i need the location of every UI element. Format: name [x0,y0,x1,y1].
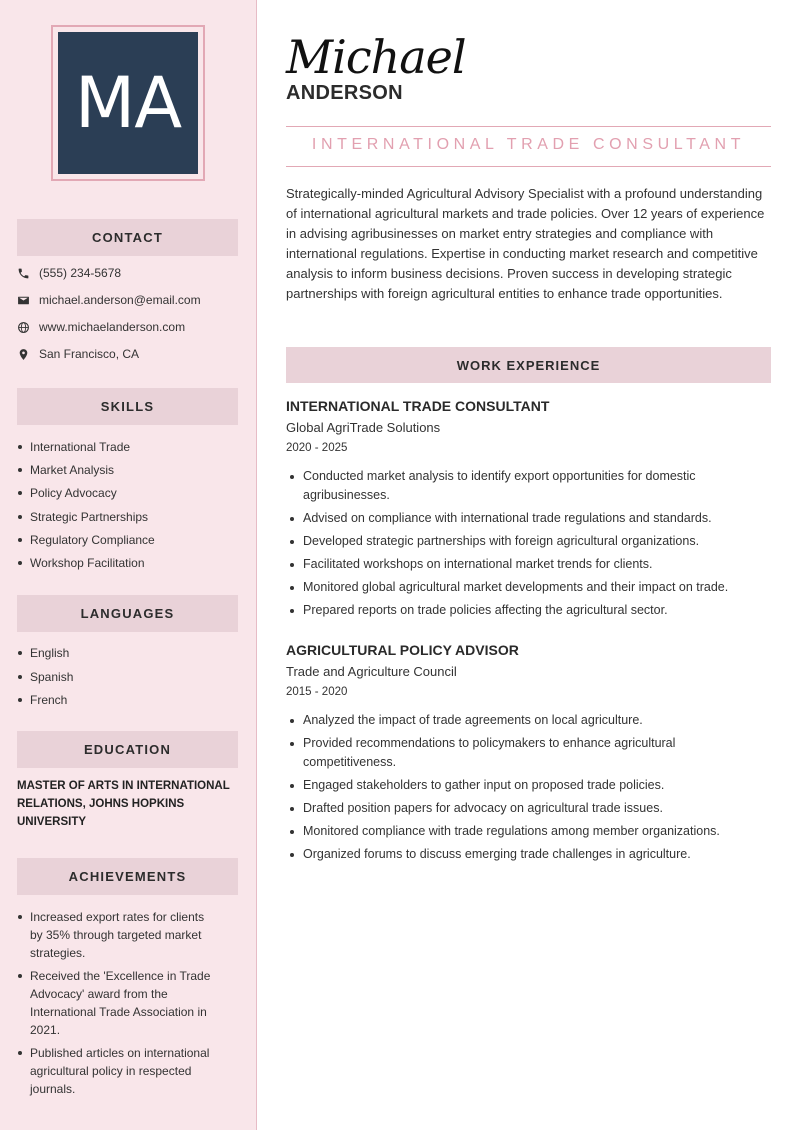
language-item: English [17,644,242,662]
mail-icon [17,294,30,307]
job-years: 2020 - 2025 [286,442,348,454]
title-rule-top [286,126,771,127]
phone-text: (555) 234-5678 [39,266,122,280]
title-rule-bottom [286,166,771,167]
education-degree: MASTER OF ARTS IN INTERNATIONAL RELATIONS, JOHNS HOPKINS UNIVERSITY [17,780,230,828]
job-bullet: Drafted position papers for advocacy on agricultural trade issues. [286,799,771,818]
job-bullet: Engaged stakeholders to gather input on proposed trade policies. [286,776,771,795]
achievement-item: Received the 'Excellence in Trade Advocacy' award from the International Trade Association in 2021. [17,967,217,1039]
achievements-list [17,908,217,1098]
job-years: 2015 - 2020 [286,686,348,698]
skill-item: Market Analysis [17,461,242,479]
location-text: San Francisco, CA [39,347,140,361]
job-bullet: Conducted market analysis to identify export opportunities for domestic agribusinesses. [286,467,771,505]
language-item: French [17,691,242,709]
languages-heading: LANGUAGES [17,595,238,632]
location-pin-icon [17,348,30,361]
job-company: Trade and Agriculture Council [286,664,457,679]
education-heading: EDUCATION [17,731,238,768]
professional-title: INTERNATIONAL TRADE CONSULTANT [311,136,746,153]
job-title: AGRICULTURAL POLICY ADVISOR [286,642,519,658]
job-company: Global AgriTrade Solutions [286,420,441,435]
contact-location [17,346,247,362]
skill-item: Regulatory Compliance [17,531,242,549]
job-bullet: Developed strategic partnerships with foreign agricultural organizations. [286,532,771,551]
achievement-item: Published articles on international agricultural policy in respected journals. [17,1044,217,1098]
job-bullets [286,711,771,864]
summary: Strategically-minded Agricultural Advisory Specialist with a profound understanding of international agricultural markets and trade policies. Over 12 years of experience in advising agribusinesses on market entry strategies and compliance with international regulations. Expertise in conducting market research and competitive analysis to inform business decisions. Proven success in developing strategic partnerships with foreign agricultural entities to enhance trade opportunities. [286,186,765,301]
job-entry [286,642,771,868]
contact-email [17,292,247,308]
job-bullet: Analyzed the impact of trade agreements on local agriculture. [286,711,771,730]
globe-icon [17,321,30,334]
achievements-heading: ACHIEVEMENTS [17,858,238,895]
first-name: Michael [286,30,466,84]
skills-heading: SKILLS [17,388,238,425]
skill-item: Workshop Facilitation [17,554,242,572]
job-bullet: Prepared reports on trade policies affecting the agricultural sector. [286,601,771,620]
sidebar [0,0,257,1130]
job-bullet: Organized forums to discuss emerging trade challenges in agriculture. [286,845,771,864]
job-bullet: Facilitated workshops on international market trends for clients. [286,555,771,574]
languages-list [17,644,242,709]
job-entry [286,398,771,624]
job-bullet: Monitored compliance with trade regulations among member organizations. [286,822,771,841]
skill-item: Policy Advocacy [17,484,242,502]
job-bullet: Advised on compliance with international trade regulations and standards. [286,509,771,528]
phone-icon [17,267,30,280]
language-item: Spanish [17,668,242,686]
job-bullets [286,467,771,620]
job-title: INTERNATIONAL TRADE CONSULTANT [286,398,550,414]
contact-phone [17,265,247,281]
website-text[interactable]: www.michaelanderson.com [39,320,186,334]
contact-heading: CONTACT [17,219,238,256]
last-name: ANDERSON [286,82,403,104]
email-text[interactable]: michael.anderson@email.com [39,293,201,307]
skills-list [17,438,242,572]
monogram: MA [58,32,198,174]
achievement-item: Increased export rates for clients by 35% through targeted market strategies. [17,908,217,962]
contact-website [17,319,247,335]
skill-item: Strategic Partnerships [17,508,242,526]
skill-item: International Trade [17,438,242,456]
job-bullet: Monitored global agricultural market developments and their impact on trade. [286,578,771,597]
work-experience-heading: WORK EXPERIENCE [286,347,771,383]
monogram-frame [51,25,205,181]
job-bullet: Provided recommendations to policymakers to enhance agricultural competitiveness. [286,734,771,772]
